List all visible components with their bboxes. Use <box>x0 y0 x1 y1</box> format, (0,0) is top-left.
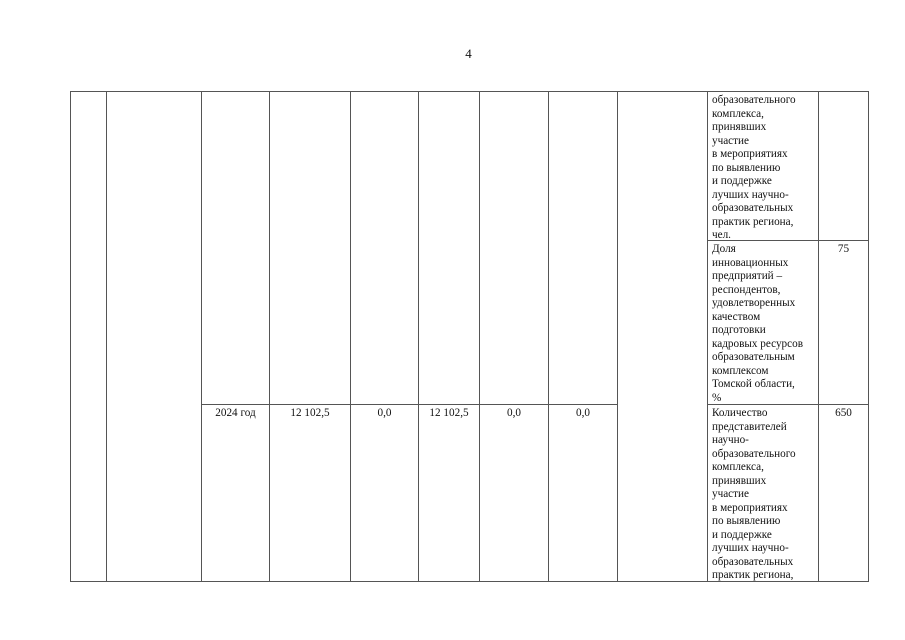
table-top-border <box>70 91 869 92</box>
indicator-value-2024: 650 <box>835 407 852 419</box>
year-row-divider <box>201 404 618 405</box>
indicator-text-top: образовательного комплекса, принявших участие в мероприятиях по выявлению и поддержке лучших научно- образовательных практик региона, чел. <box>712 94 796 241</box>
col-border-3 <box>269 91 270 582</box>
total-cell: 12 102,5 <box>290 407 330 419</box>
col-border-0 <box>70 91 71 582</box>
col-border-11 <box>868 91 869 582</box>
value-cell-5: 0,0 <box>576 407 590 419</box>
col-border-10 <box>818 91 819 582</box>
col-border-7 <box>548 91 549 582</box>
col-border-6 <box>479 91 480 582</box>
col-border-2 <box>201 91 202 582</box>
indicator-text-2024: Количество представителей научно- образовательного комплекса, принявших участие в мероприятиях по выявлению и поддержке лучших научно- образовательных практик региона, <box>712 407 796 581</box>
col-border-4 <box>350 91 351 582</box>
indicator-text-mid: Доля инновационных предприятий – респондентов, удовлетворенных качеством подготовки кадровых ресурсов образовательным комплексом Томской области, % <box>712 243 803 404</box>
col-border-9 <box>707 91 708 582</box>
value-cell-3: 12 102,5 <box>429 407 469 419</box>
year-cell: 2024 год <box>215 407 256 419</box>
indicator-value-mid: 75 <box>837 243 850 255</box>
col-border-8 <box>617 91 618 582</box>
col-border-1 <box>106 91 107 582</box>
col-border-5 <box>418 91 419 582</box>
value-cell-2: 0,0 <box>377 407 392 419</box>
page-number: 4 <box>465 46 472 61</box>
value-cell-4: 0,0 <box>507 407 521 419</box>
